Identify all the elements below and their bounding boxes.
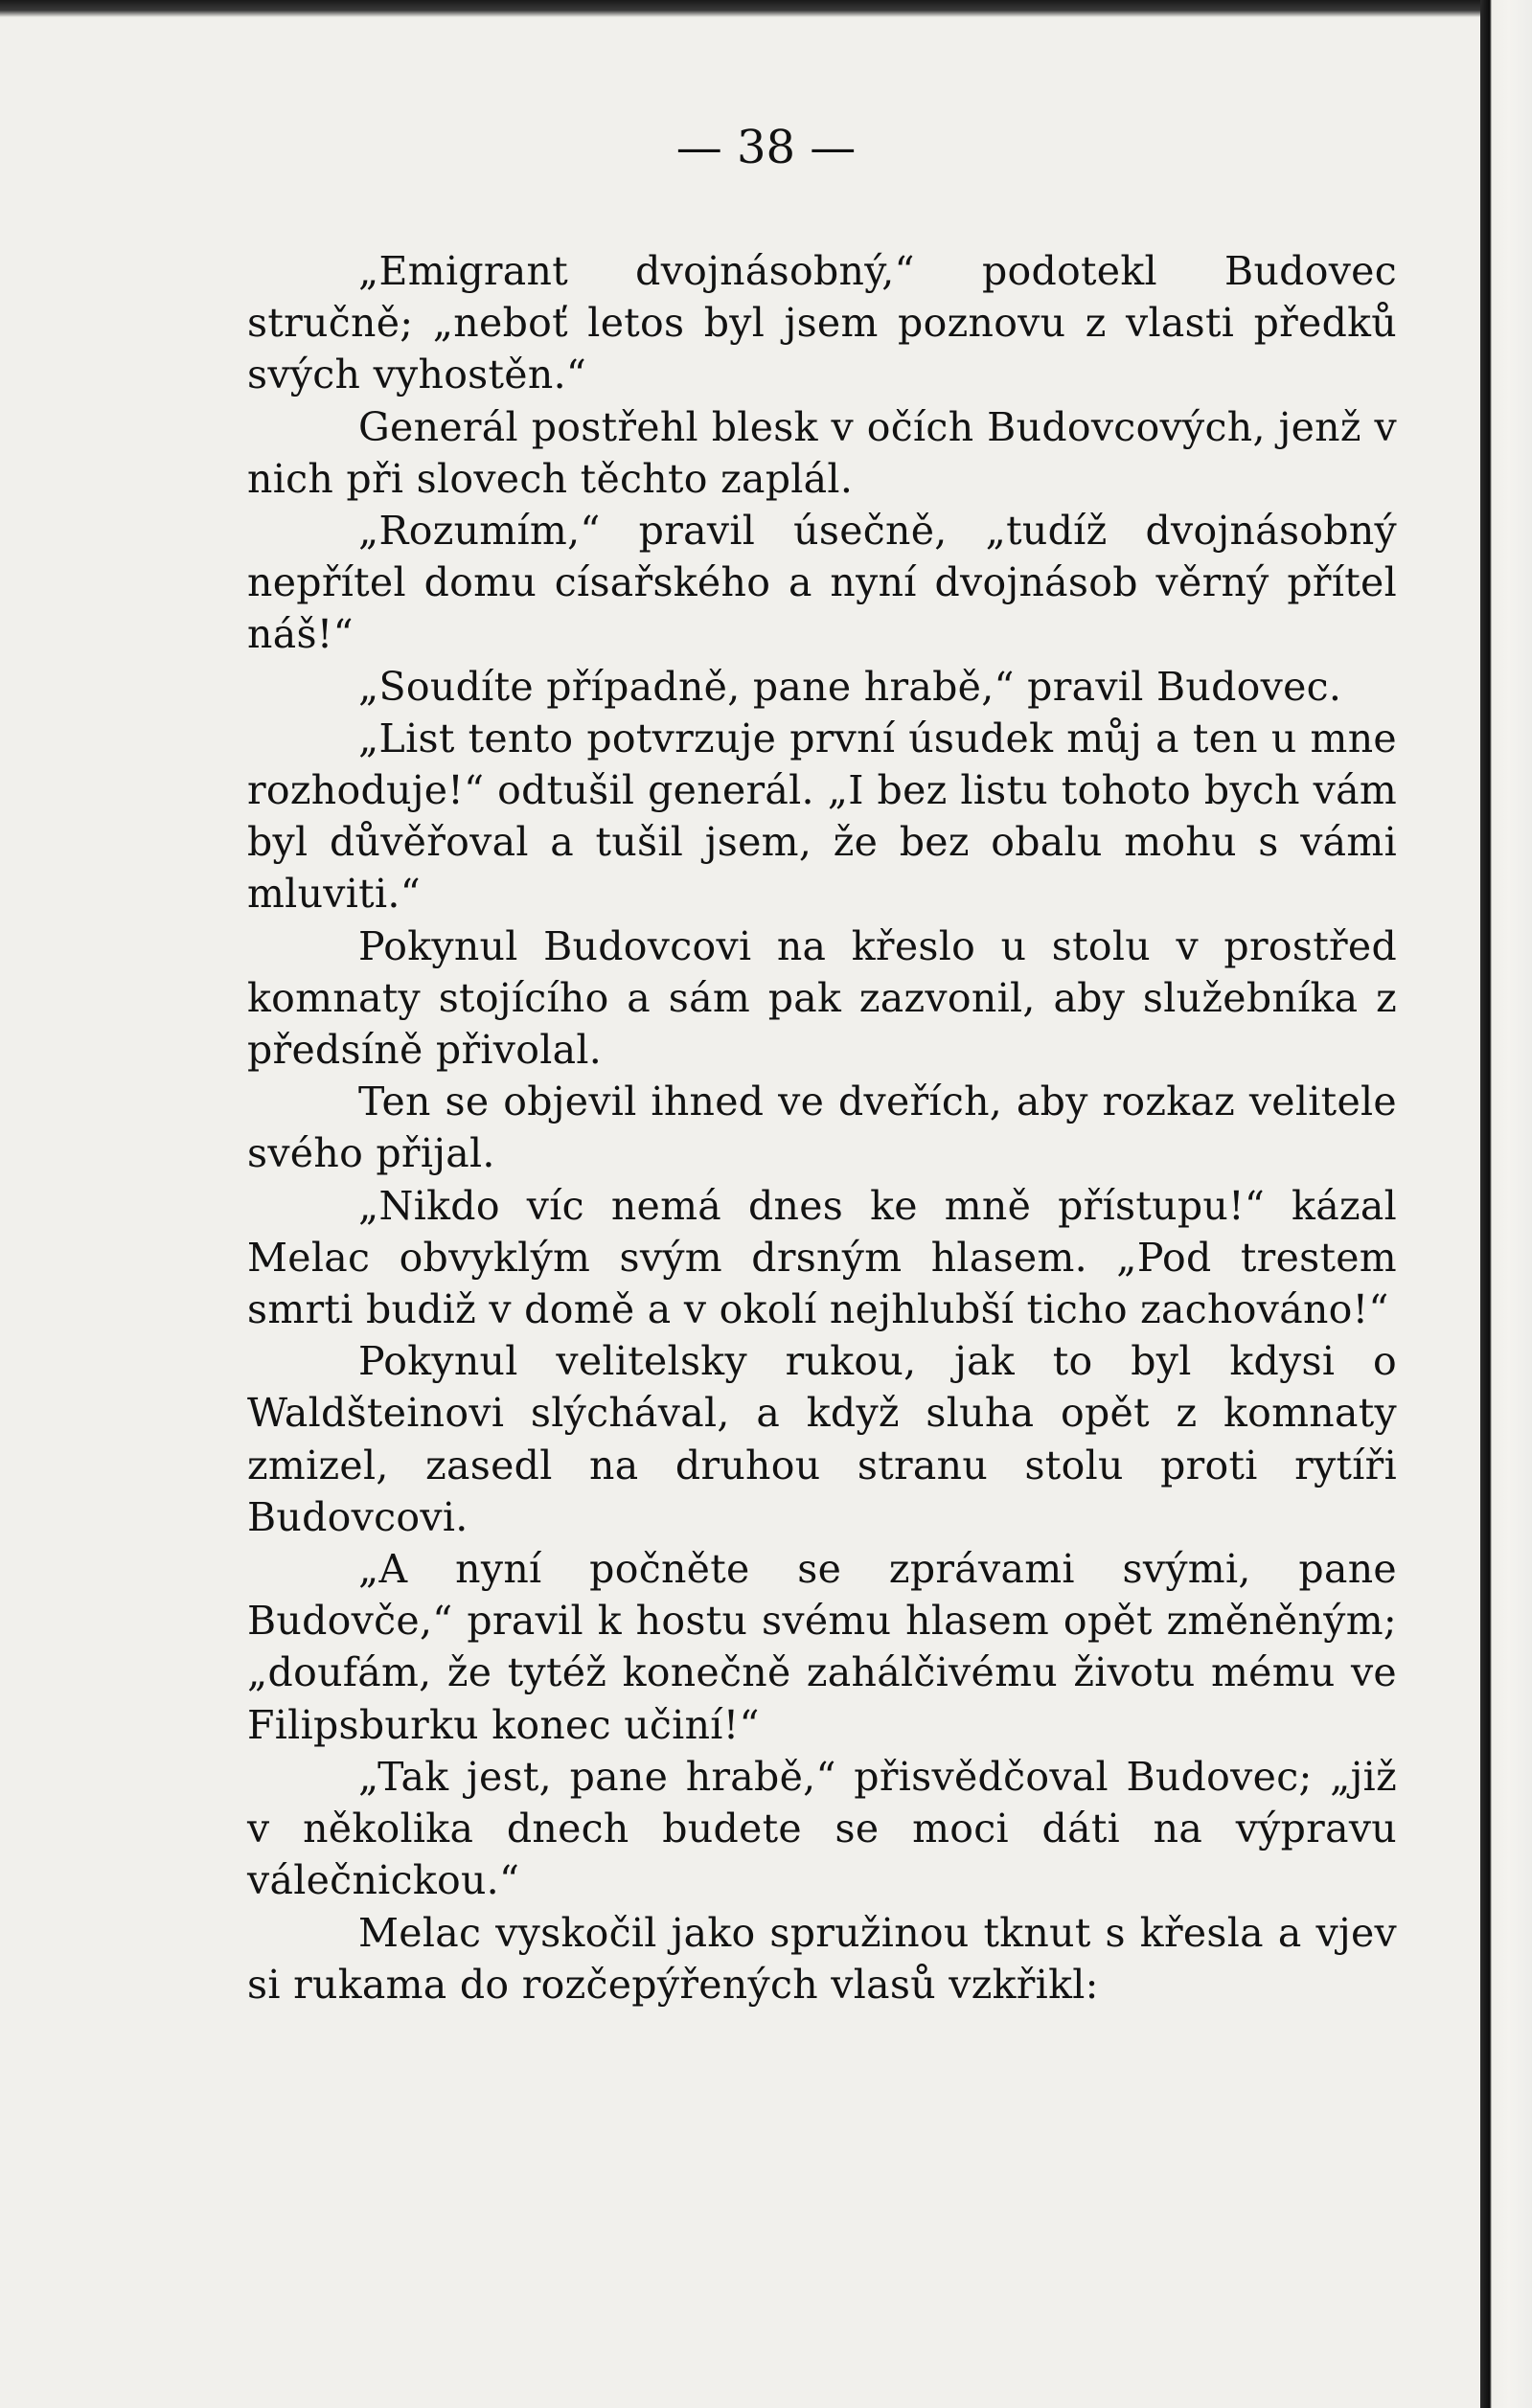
- paragraph: Ten se objevil ihned ve dveřích, aby rozkaz velitele svého přijal.: [247, 1079, 1397, 1177]
- book-spine-edge: [1480, 0, 1532, 2408]
- page-number: — 38 —: [675, 121, 857, 174]
- paragraph: „Rozumím,“ pravil úsečně, „tudíž dvojnásobný nepřítel domu císařského a nyní dvojnásob věrný přítel náš!“: [247, 508, 1397, 658]
- paragraph: „Tak jest, pane hrabě,“ přisvědčoval Budovec; „již v několika dnech budete se moci dáti na výpravu válečnickou.“: [247, 1753, 1397, 1904]
- paragraph: Pokynul Budovcovi na křeslo u stolu v prostřed komnaty stojícího a sám pak zazvonil, aby služebníka z předsíně přivolal.: [247, 922, 1397, 1074]
- paragraph: „Soudíte případně, pane hrabě,“ pravil Budovec.: [358, 663, 1342, 710]
- paragraph: Generál postřehl blesk v očích Budovcových, jenž v nich při slovech těchto zaplál.: [247, 403, 1397, 502]
- paragraph: „Nikdo víc nemá dnes ke mně přístupu!“ kázal Melac obvyklým svým drsným hlasem. „Pod trestem smrti budiž v domě a v okolí nejhlubší ticho zachováno!“: [247, 1182, 1397, 1333]
- paragraph: Melac vyskočil jako spružinou tknut s křesla a vjev si rukama do rozčepýřených vlasů vzkřikl:: [247, 1909, 1397, 2008]
- body-text: [247, 245, 1397, 2010]
- paragraph: „A nyní počněte se zprávami svými, pane Budovče,“ pravil k hostu svému hlasem opět změněným; „doufám, že tytéž konečně zahálčivému životu mému ve Filipsburku konec učiní!“: [247, 1546, 1397, 1748]
- paragraph: Pokynul velitelsky rukou, jak to byl kdysi o Waldšteinovi slýchával, a když sluha opět z komnaty zmizel, zasedl na druhou stranu stolu proti rytíři Budovcovi.: [247, 1338, 1397, 1540]
- paragraph: „List tento potvrzuje první úsudek můj a ten u mne rozhoduje!“ odtušil generál. „I bez listu tohoto bych vám byl důvěřoval a tušil jsem, že bez obalu mohu s vámi mluviti.“: [247, 715, 1397, 918]
- page-top-edge: [0, 0, 1480, 17]
- paragraph: „Emigrant dvojnásobný,“ podotekl Budovec stručně; „neboť letos byl jsem poznovu z vlasti předků svých vyhostěn.“: [247, 248, 1397, 398]
